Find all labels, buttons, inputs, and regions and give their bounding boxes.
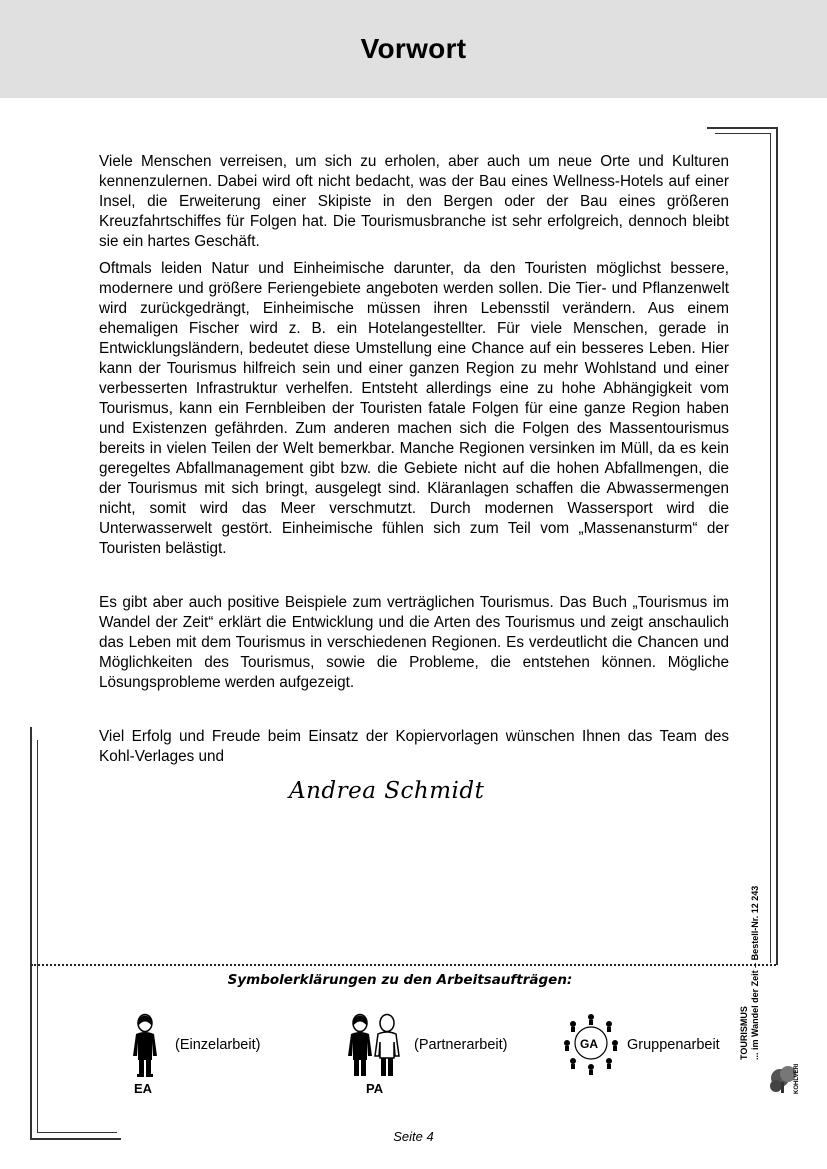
page-number: Seite 4 — [393, 1129, 434, 1144]
paragraph-1: Viele Menschen verreisen, um sich zu erholen, aber auch um neue Orte und Kulturen kennenzulernen. Dabei wird oft nicht bedacht, was der Bau eines Wellness-Hotels auf einer Insel, die Erweiterung einer Skipiste in den Bergen oder der Bau eines größeren Kreuzfahrtschiffes für Folgen hat. Die Tourismusbranche ist sehr erfolgreich, dennoch bleibt sie ein hartes Geschäft. — [99, 153, 729, 250]
frame-left-line — [30, 727, 32, 1139]
page-header — [0, 0, 827, 98]
paragraph-3: Es gibt aber auch positive Beispiele zum verträglichen Tourismus. Das Buch „Tourismus im Wandel der Zeit“ erklärt die Entwicklung und die Arten des Tourismus und zeigt anschaulich das Leben mit dem Tourismus in verschiedenen Regionen. Es verdeutlicht die Chancen und Möglichkeiten des Tourismus, sowie die Probleme, die entstehen können. Mögliche Lösungsprobleme werden aufgezeigt. — [99, 594, 729, 691]
dotted-separator — [31, 964, 776, 966]
frame-top-line — [707, 127, 777, 129]
paragraph-2: Oftmals leiden Natur und Einheimische darunter, da den Touristen möglichst bessere, modernere und größere Feriengebiete angeboten werden sollen. Die Tier- und Pflanzenwelt wird zurückgedrängt, Einheimische müssen ihren Lebensstil verändern. Aus einem ehemaligen Fischer wird z. B. ein Hotelangestellter. Für viele Menschen, gerade in Entwicklungsländern, bedeutet diese Umstellung eine Chance auf ein besseres Leben. Hier kann der Tourismus hilfreich sein und einer ganzen Region zu mehr Wohlstand und einer verbesserten Infrastruktur verhelfen. Entsteht allerdings eine zu hohe Abhängigkeit vom Tourismus, kann ein Fernbleiben der Touristen fatale Folgen für eine ganze Region haben und Existenzen gefährden. Zum anderen machen sich die Folgen des Massentourismus bereits in vielen Teilen der Welt bemerkbar. Manche Regionen versinken im Müll, da es kein geregeltes Abfallmanagement gibt bzw. die Gebiete nicht auf die hohen Abfallmengen, die der Tourismus mit sich bringt, ausgelegt sind. Kläranlagen schaffen die Abwassermengen nicht, somit wird das Meer verschmutzt. Durch modernen Wassersport wird die Unterwasserwelt gestört. Einheimische fühlen sich zum Teil vom „Massenansturm“ der Touristen belästigt. — [99, 260, 729, 557]
book-order-line: ... im Wandel der Zeit – Bestell-Nr. 12 243 — [750, 885, 760, 1060]
body-text — [99, 152, 729, 774]
page-title: Vorwort — [360, 33, 467, 64]
book-title-line: TOURISMUS — [739, 1006, 749, 1060]
paragraph-4: Viel Erfolg und Freude beim Einsatz der Kopiervorlagen wünschen Ihnen das Team des Kohl-Verlages und — [99, 728, 729, 765]
two-persons-icon — [346, 1012, 402, 1078]
frame-right-line — [776, 127, 778, 965]
legend-code-single: EA — [134, 1081, 153, 1096]
legend-code-group: GA — [580, 1037, 598, 1051]
single-person-icon — [130, 1012, 160, 1078]
frame-top-inner-line — [715, 133, 771, 134]
tree-logo-icon — [770, 1064, 814, 1094]
frame-left-inner-line — [37, 740, 38, 1133]
frame-right-inner-line — [770, 133, 771, 963]
legend-label-group: Gruppenarbeit — [627, 1037, 720, 1053]
legend-title: Symbolerklärungen zu den Arbeitsaufträgen: — [227, 972, 573, 988]
legend-label-pair: (Partnerarbeit) — [414, 1037, 508, 1053]
legend-label-single: (Einzelarbeit) — [175, 1037, 261, 1053]
signature: Andrea Schmidt — [289, 778, 485, 804]
book-side-label — [739, 886, 761, 1060]
publisher-name: KOHLVERLAG — [794, 1064, 800, 1094]
publisher-logo — [770, 1064, 814, 1099]
legend-code-pair: PA — [366, 1081, 384, 1096]
